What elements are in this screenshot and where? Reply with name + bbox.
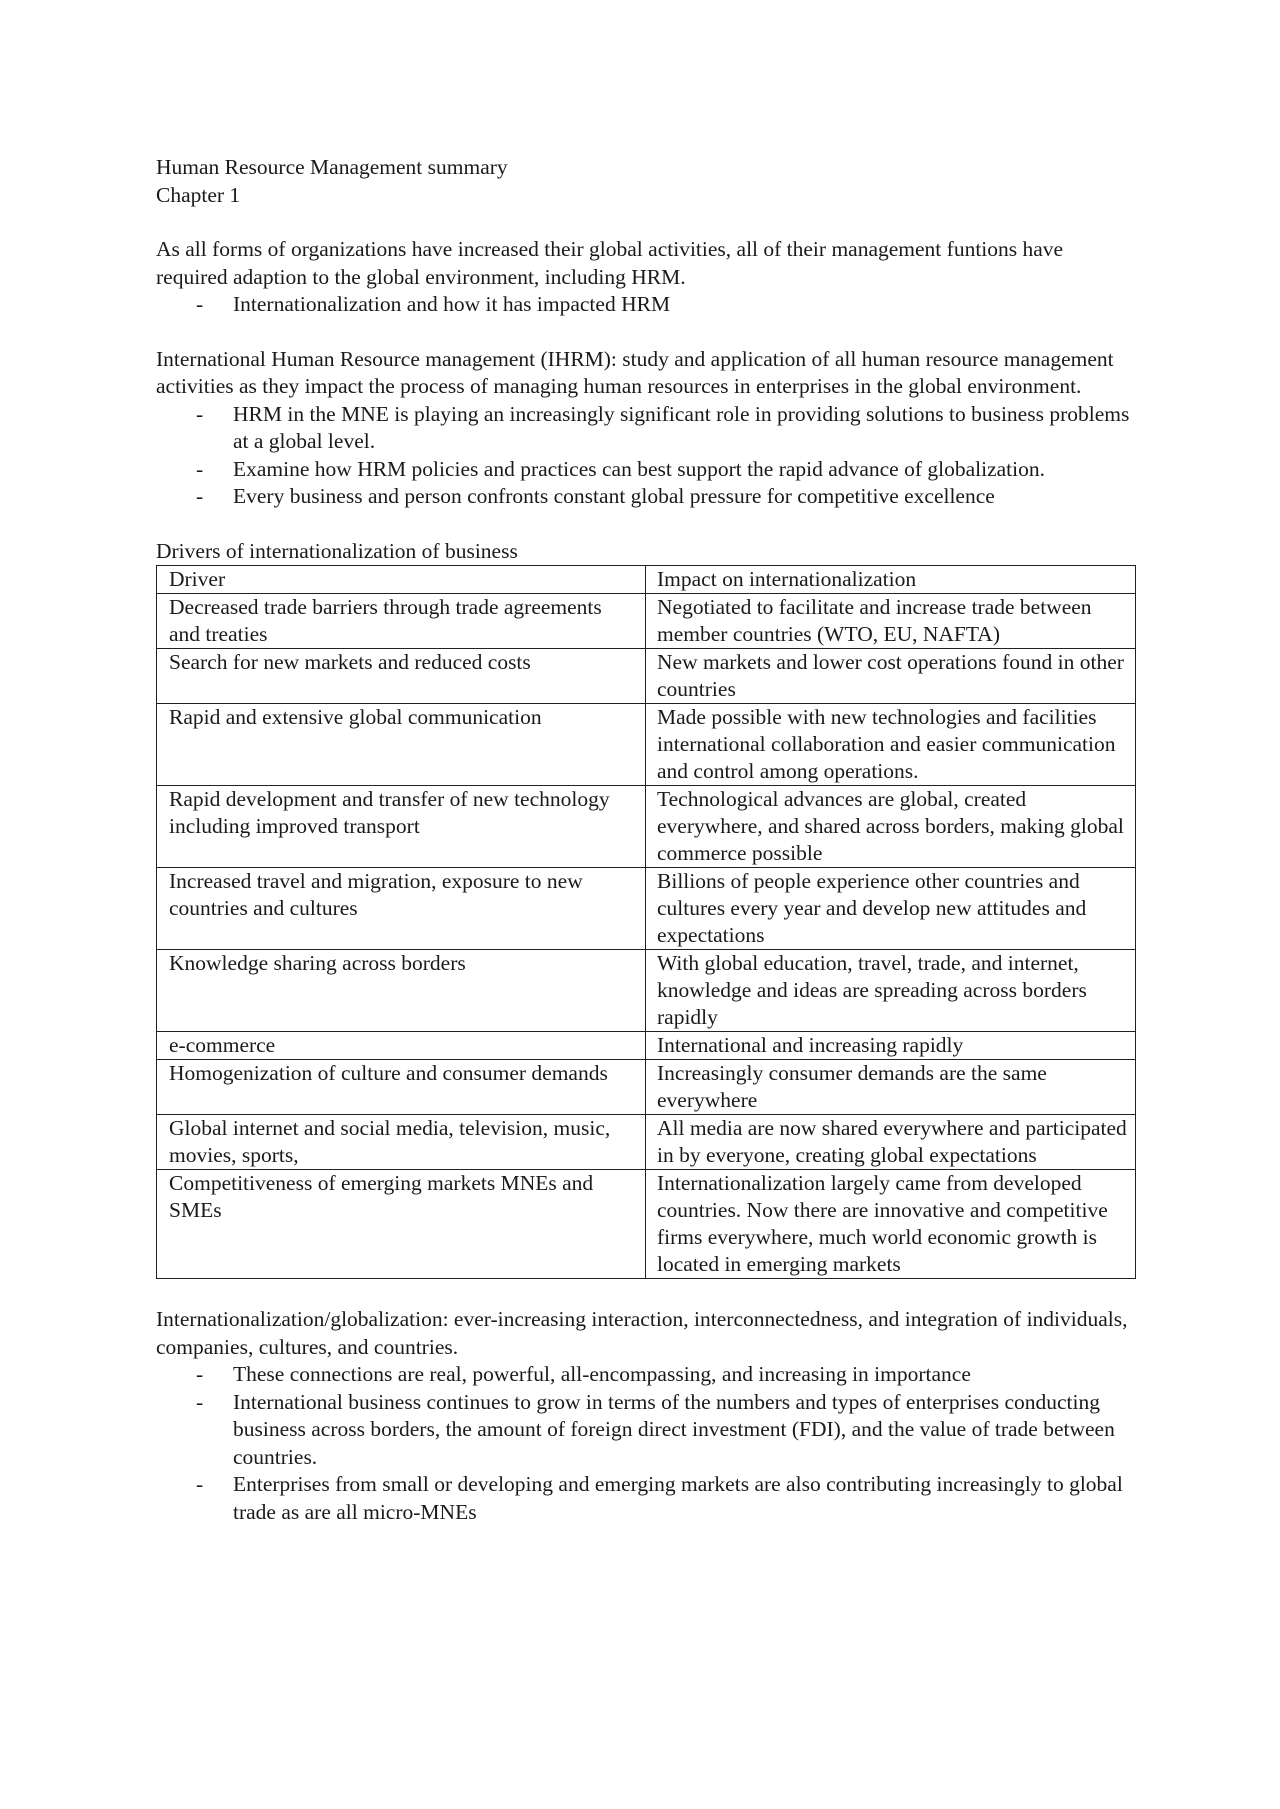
impact-cell: All media are now shared everywhere and participated in by everyone, creating global expectations: [646, 1115, 1136, 1170]
document-page: [156, 154, 1136, 1526]
list-item: - Internationalization and how it has impacted HRM: [156, 291, 1136, 319]
list-item: - Examine how HRM policies and practices can best support the rapid advance of globalization.: [156, 456, 1136, 484]
drivers-table: [156, 565, 1136, 1279]
impact-cell: Made possible with new technologies and facilities international collaboration and easier communication and control among operations.: [646, 704, 1136, 786]
list-item: - Enterprises from small or developing and emerging markets are also contributing increasingly to global trade as are all micro-MNEs: [156, 1471, 1136, 1526]
table-row: [157, 1115, 1136, 1170]
impact-cell: With global education, travel, trade, and internet, knowledge and ideas are spreading across borders rapidly: [646, 950, 1136, 1032]
driver-cell: e-commerce: [157, 1032, 646, 1060]
impact-cell: Increasingly consumer demands are the same everywhere: [646, 1060, 1136, 1115]
driver-cell: Increased travel and migration, exposure to new countries and cultures: [157, 868, 646, 950]
driver-cell: Rapid development and transfer of new technology including improved transport: [157, 786, 646, 868]
table-row: [157, 649, 1136, 704]
table-row: [157, 786, 1136, 868]
list-item: - These connections are real, powerful, all-encompassing, and increasing in importance: [156, 1361, 1136, 1389]
table-row: [157, 1032, 1136, 1060]
list-item: - Every business and person confronts constant global pressure for competitive excellence: [156, 483, 1136, 511]
driver-cell: Rapid and extensive global communication: [157, 704, 646, 786]
driver-cell: Decreased trade barriers through trade agreements and treaties: [157, 594, 646, 649]
impact-cell: Technological advances are global, created everywhere, and shared across borders, making global commerce possible: [646, 786, 1136, 868]
list-item: - International business continues to grow in terms of the numbers and types of enterprises conducting business across borders, the amount of foreign direct investment (FDI), and the value of trade between countries.: [156, 1389, 1136, 1472]
impact-cell: Negotiated to facilitate and increase trade between member countries (WTO, EU, NAFTA): [646, 594, 1136, 649]
table-row: [157, 950, 1136, 1032]
impact-cell: International and increasing rapidly: [646, 1032, 1136, 1060]
ihrm-bullet-list: [156, 401, 1136, 511]
document-title: Human Resource Management summary: [156, 155, 508, 179]
column-header-impact: Impact on internationalization: [646, 566, 1136, 594]
list-item: - HRM in the MNE is playing an increasingly significant role in providing solutions to business problems at a global level.: [156, 401, 1136, 456]
globalization-definition: Internationalization/globalization: ever-increasing interaction, interconnectedness, and integration of individuals, companies, cultures, and countries.: [156, 1307, 1128, 1359]
table-row: [157, 704, 1136, 786]
column-header-driver: Driver: [157, 566, 646, 594]
chapter-heading: Chapter 1: [156, 182, 241, 207]
driver-cell: Search for new markets and reduced costs: [157, 649, 646, 704]
table-caption: Drivers of internationalization of business: [156, 538, 518, 563]
globalization-bullet-list: [156, 1361, 1136, 1526]
driver-cell: Homogenization of culture and consumer demands: [157, 1060, 646, 1115]
impact-cell: Internationalization largely came from developed countries. Now there are innovative and competitive firms everywhere, much world economic growth is located in emerging markets: [646, 1170, 1136, 1279]
impact-cell: Billions of people experience other countries and cultures every year and develop new attitudes and expectations: [646, 868, 1136, 950]
intro-paragraph: As all forms of organizations have increased their global activities, all of their management funtions have required adaption to the global environment, including HRM.: [156, 237, 1064, 289]
ihrm-definition: International Human Resource management (IHRM): study and application of all human resource management activities as they impact the process of managing human resources in enterprises in the global environment.: [156, 346, 1114, 398]
table-row: [157, 868, 1136, 950]
table-row: [157, 594, 1136, 649]
table-header-row: [157, 566, 1136, 594]
driver-cell: Competitiveness of emerging markets MNEs and SMEs: [157, 1170, 646, 1279]
intro-bullet-list: [156, 291, 1136, 319]
impact-cell: New markets and lower cost operations found in other countries: [646, 649, 1136, 704]
table-row: [157, 1170, 1136, 1279]
driver-cell: Knowledge sharing across borders: [157, 950, 646, 1032]
driver-cell: Global internet and social media, television, music, movies, sports,: [157, 1115, 646, 1170]
table-row: [157, 1060, 1136, 1115]
